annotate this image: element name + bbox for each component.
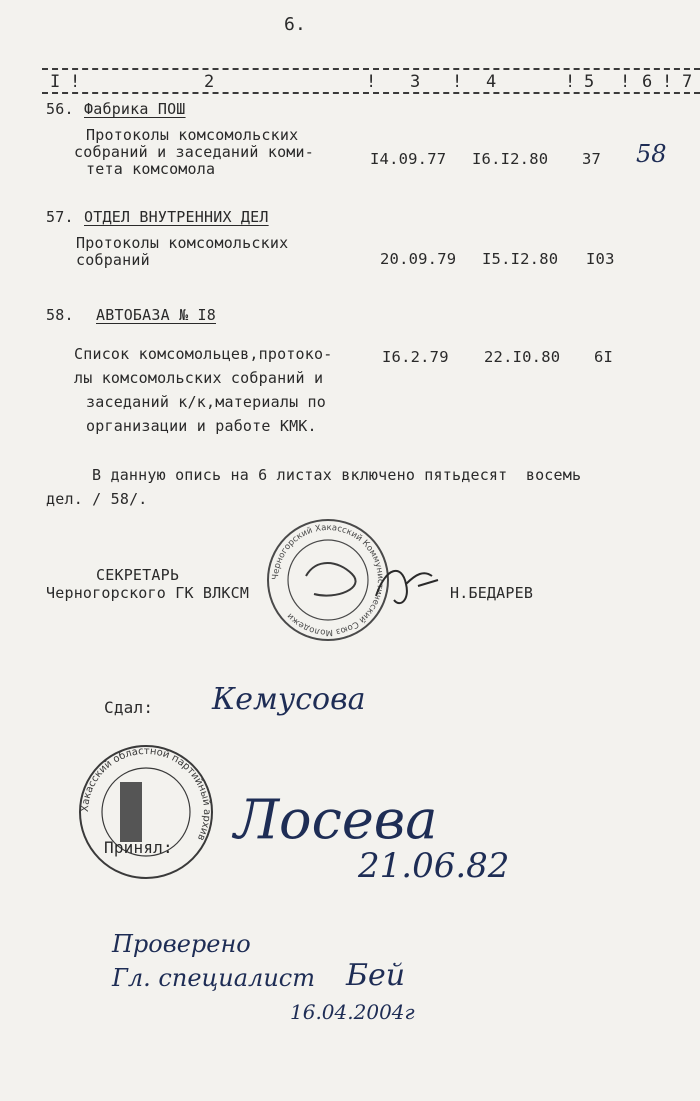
stamp-text: Хакасский областной партийный архив <box>79 745 213 843</box>
col-header-1: I <box>50 72 61 92</box>
stamp-text: Черногорский Хакасский Коммунистический Союз Молодежи <box>270 522 386 638</box>
entry-description-line: организации и работе КМК. <box>86 417 317 435</box>
entry-description-line: заседаний к/к,материалы по <box>86 393 326 411</box>
signatory-org: Черногорского ГК ВЛКСМ <box>46 584 250 602</box>
sdal-label: Сдал: <box>104 698 154 717</box>
svg-text:Хакасский областной партийный <box>80 746 212 842</box>
signatory-name: Н.БЕДАРЕВ <box>450 584 534 602</box>
entry-description-line: лы комсомольских собраний и <box>74 369 324 387</box>
entry-sheets: I03 <box>586 250 615 268</box>
col-header-7: 7 <box>682 72 693 92</box>
entry-date-end: I5.I2.80 <box>482 250 559 268</box>
col-header-4: 4 <box>486 72 497 92</box>
col-header-6: 6 <box>642 72 653 92</box>
prinyal-label: Принял: <box>104 838 173 857</box>
entry-description-line: Список комсомольцев,протоко- <box>74 345 333 363</box>
col-sep: ! <box>620 72 631 92</box>
col-header-3: 3 <box>410 72 421 92</box>
entry-description-line: собраний и заседаний коми- <box>74 143 314 161</box>
col-header-2: 2 <box>204 72 215 92</box>
signatory-title: СЕКРЕТАРЬ <box>96 566 180 584</box>
verification-line-2: Гл. специалист <box>112 964 315 992</box>
entry-organization: Фабрика ПОШ <box>84 100 186 118</box>
entry-number: 56. <box>46 100 74 118</box>
handwritten-note: 58 <box>636 140 667 168</box>
col-header-5: 5 <box>584 72 595 92</box>
entry-description-line: Протоколы комсомольских <box>86 126 299 144</box>
entry-sheets: 37 <box>582 150 602 168</box>
prinyal-signature: Лосева <box>234 788 438 851</box>
header-top-rule <box>42 68 700 70</box>
entry-description-line: собраний <box>76 251 150 269</box>
handover-date: 21.06.82 <box>358 846 510 886</box>
entry-date-start: I4.09.77 <box>370 150 447 168</box>
entry-description-line: тета комсомола <box>86 160 216 178</box>
entry-date-start: I6.2.79 <box>382 348 449 366</box>
entry-number: 58. <box>46 306 74 324</box>
entry-date-end: 22.I0.80 <box>484 348 561 366</box>
col-sep: ! <box>366 72 377 92</box>
header-bottom-rule <box>42 92 700 94</box>
col-sep: ! <box>662 72 673 92</box>
archive-stamp-seal <box>76 742 216 882</box>
summary-line-1: В данную опись на 6 листах включено пятьдесят восемь <box>92 466 582 484</box>
entry-number: 57. <box>46 208 74 226</box>
entry-date-end: I6.I2.80 <box>472 150 549 168</box>
verification-line-1: Проверено <box>112 930 251 958</box>
col-sep: ! <box>452 72 463 92</box>
verification-signature: Бей <box>346 958 406 993</box>
entry-description-line: Протоколы комсомольских <box>76 234 289 252</box>
col-sep: ! <box>70 72 81 92</box>
entry-organization: ОТДЕЛ ВНУТРЕННИХ ДЕЛ <box>84 208 269 226</box>
page-number: 6. <box>284 14 307 35</box>
entry-date-start: 20.09.79 <box>380 250 457 268</box>
col-sep: ! <box>565 72 576 92</box>
verification-date: 16.04.2004г <box>290 1000 415 1024</box>
secretary-signature <box>372 556 442 616</box>
sdal-signature: Кемусова <box>212 682 366 717</box>
entry-sheets: 6I <box>594 348 614 366</box>
summary-line-2: дел. / 58/. <box>46 490 148 508</box>
entry-organization: АВТОБАЗА № I8 <box>96 306 216 324</box>
